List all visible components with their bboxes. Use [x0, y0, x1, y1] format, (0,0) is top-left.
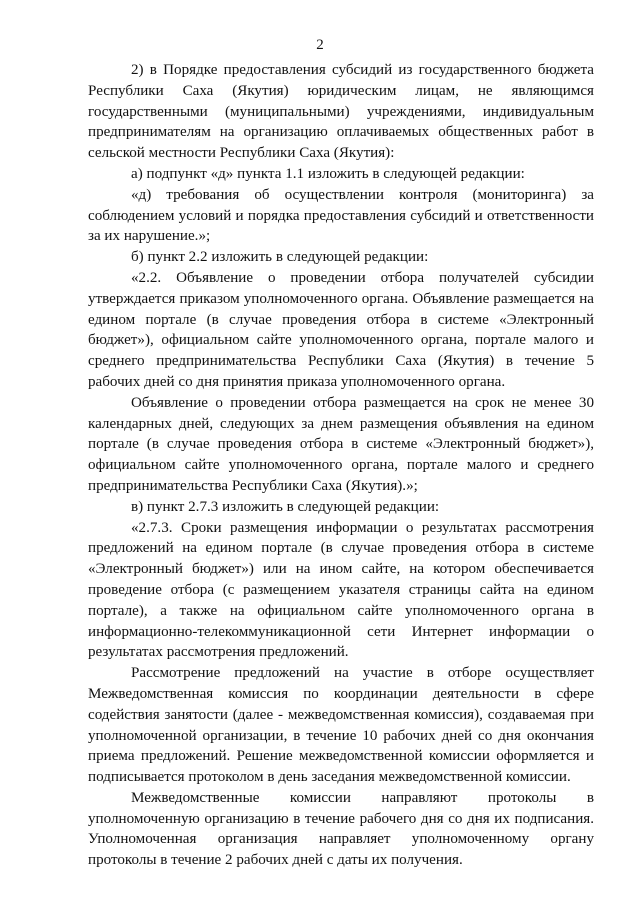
- paragraph-item-b-text-1: «2.2. Объявление о проведении отбора получателей субсидии утверждается приказом уполномоченного органа. Объявление размещается на едином портале (в случае проведения отбора в системе «Электронный бюджет»), официальном сайте уполномоченного органа, портале малого и среднего предпринимательства Республики Саха (Якутия) в течение 5 рабочих дней со дня принятия приказа уполномоченного органа.: [88, 269, 594, 390]
- paragraph-item-b-text-2: Объявление о проведении отбора размещается на срок не менее 30 календарных дней, следующих за днем размещения объявления на едином портале (в случае проведения отбора в системе «Электронный бюджет»), официальном сайте уполномоченного органа, портале малого и среднего предпринимательства Республики Саха (Якутия).»;: [88, 394, 594, 494]
- paragraph-item-b: б) пункт 2.2 изложить в следующей редакции:: [131, 249, 429, 266]
- paragraph-item-v-text-3: Межведомственные комиссии направляют протоколы в уполномоченную организацию в течение рабочего дня со дня их подписания. Уполномоченная организация направляет уполномоченному органу протоколы в течение 2 рабочих дней с даты их получения.: [88, 789, 594, 869]
- paragraph-item-v-text-2: Рассмотрение предложений на участие в отборе осуществляет Межведомственная комиссия по координации деятельности в сфере содействия занятости (далее - межведомственная комиссия), создаваемая при уполномоченной организации, в течение 10 рабочих дней со дня окончания приема предложений. Решение межведомственной комиссии оформляется и подписывается протоколом в день заседания межведомственной комиссии.: [88, 665, 594, 786]
- paragraph-item-v-text-1: «2.7.3. Сроки размещения информации о результатах рассмотрения предложений на едином портале (в случае проведения отбора в системе «Электронный бюджет») или на ином сайте, на котором обеспечивается проведение отбора (с размещением указателя страницы сайта на едином портале), а также на официальном сайте уполномоченного органа в информационно-телекоммуникационной сети Интернет информации о результатах рассмотрения предложений.: [88, 519, 594, 661]
- paragraph-item-a: а) подпункт «д» пункта 1.1 изложить в следующей редакции:: [131, 165, 525, 182]
- document-body: [88, 60, 594, 871]
- paragraph-item-a-text: «д) требования об осуществлении контроля (мониторинга) за соблюдением условий и порядка предоставления субсидий и ответственности за их нарушение.»;: [88, 186, 594, 245]
- page-number: 2: [316, 37, 324, 53]
- paragraph-amendment-intro: 2) в Порядке предоставления субсидий из государственного бюджета Республики Саха (Якутия) юридическим лицам, не являющимся государственными (муниципальными) учреждениями, индивидуальным предпринимателям на организацию оплачиваемых общественных работ в сельской местности Республики Саха (Якутия):: [88, 62, 594, 162]
- paragraph-item-v: в) пункт 2.7.3 изложить в следующей редакции:: [131, 498, 440, 515]
